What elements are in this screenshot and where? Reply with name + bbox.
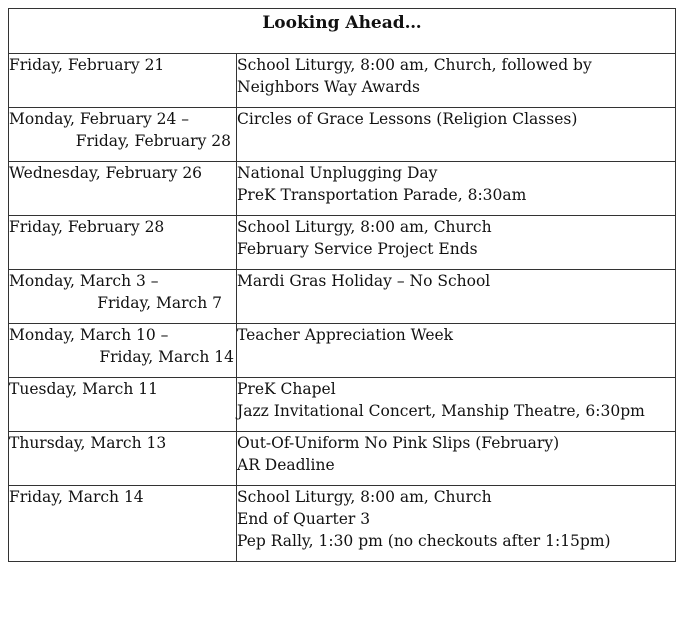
table-row <box>9 270 676 324</box>
event-cell <box>237 108 676 162</box>
table-title: Looking Ahead… <box>9 9 676 54</box>
date-text: Wednesday, February 26 <box>9 164 203 182</box>
date-text: Friday, February 28 <box>9 218 165 236</box>
event-text: Pep Rally, 1:30 pm (no checkouts after 1:15pm) <box>237 532 611 550</box>
date-cell <box>9 324 237 378</box>
event-text: Neighbors Way Awards <box>237 78 420 96</box>
date-cell <box>9 54 237 108</box>
event-text: PreK Transportation Parade, 8:30am <box>237 186 527 204</box>
date-text: Thursday, March 13 <box>9 434 167 452</box>
table-row <box>9 324 676 378</box>
date-cell <box>9 162 237 216</box>
date-text: Tuesday, March 11 <box>9 380 158 398</box>
event-text: School Liturgy, 8:00 am, Church, followed by <box>237 56 592 74</box>
event-text: School Liturgy, 8:00 am, Church <box>237 488 492 506</box>
table-row <box>9 54 676 108</box>
event-text: Out-Of-Uniform No Pink Slips (February) <box>237 434 560 452</box>
table-row <box>9 432 676 486</box>
date-end-text: Friday, March 14 <box>99 348 234 366</box>
event-text: February Service Project Ends <box>237 240 478 258</box>
event-cell <box>237 162 676 216</box>
event-text: Teacher Appreciation Week <box>237 326 454 344</box>
event-text: Circles of Grace Lessons (Religion Classes) <box>237 110 578 128</box>
table-row <box>9 108 676 162</box>
event-text: School Liturgy, 8:00 am, Church <box>237 218 492 236</box>
date-cell <box>9 486 237 562</box>
date-text: Monday, March 10 – <box>9 326 169 344</box>
table-row <box>9 378 676 432</box>
event-text: National Unplugging Day <box>237 164 438 182</box>
date-cell <box>9 378 237 432</box>
date-end-text: Friday, February 28 <box>75 132 231 150</box>
date-text: Friday, March 14 <box>9 488 144 506</box>
date-text: Friday, February 21 <box>9 56 165 74</box>
event-text: Mardi Gras Holiday – No School <box>237 272 491 290</box>
looking-ahead-table <box>8 8 676 562</box>
event-text: AR Deadline <box>237 456 335 474</box>
event-cell <box>237 270 676 324</box>
event-cell <box>237 324 676 378</box>
date-text: Monday, March 3 – <box>9 272 159 290</box>
event-cell <box>237 432 676 486</box>
date-cell <box>9 432 237 486</box>
event-text: End of Quarter 3 <box>237 510 371 528</box>
event-text: Jazz Invitational Concert, Manship Theatre, 6:30pm <box>237 402 645 420</box>
date-end-text: Friday, March 7 <box>97 294 222 312</box>
table-row <box>9 162 676 216</box>
date-cell <box>9 108 237 162</box>
event-cell <box>237 486 676 562</box>
table-row <box>9 486 676 562</box>
date-text: Monday, February 24 – <box>9 110 190 128</box>
event-cell <box>237 54 676 108</box>
date-cell <box>9 216 237 270</box>
table-row <box>9 216 676 270</box>
event-text: PreK Chapel <box>237 380 336 398</box>
event-cell <box>237 216 676 270</box>
date-cell <box>9 270 237 324</box>
event-cell <box>237 378 676 432</box>
